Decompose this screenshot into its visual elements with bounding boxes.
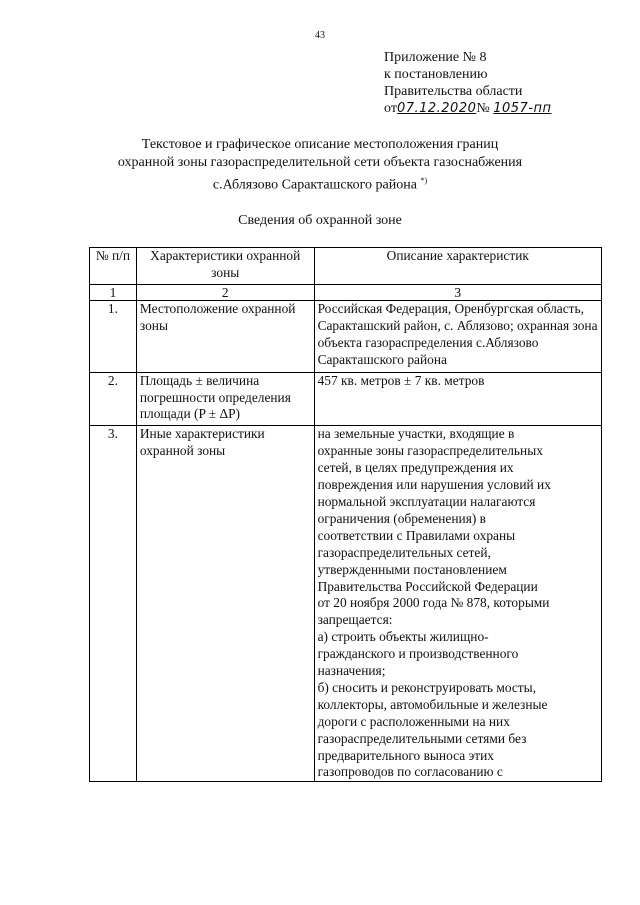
description-line: ограничения (обременения) в (317, 510, 486, 526)
description-line: повреждения или нарушения условий их (317, 477, 551, 493)
index-cell-3: 3 (314, 285, 601, 301)
description-line: гражданского и производственного (317, 646, 519, 662)
row-characteristic: Площадь ± величина погрешности определения площади (P ± ΔP) (136, 372, 314, 426)
index-cell-1: 1 (90, 285, 137, 301)
description-line: газопроводов по согласованию с (317, 764, 503, 780)
description-line: Правительства Российской Федерации (317, 578, 538, 594)
title-line-1: Текстовое и графическое описание местоположения границ (141, 137, 499, 152)
row-description: 457 кв. метров ± 7 кв. метров (314, 372, 601, 426)
description-line: на земельные участки, входящие в (317, 426, 515, 442)
description-line: нормальной эксплуатации налагаются (317, 493, 536, 509)
title-line-3 (60, 172, 580, 195)
row-number: 3. (90, 426, 137, 782)
footnote-mark: *) (420, 176, 428, 185)
row-number: 2. (90, 372, 137, 426)
table-row (90, 301, 602, 373)
page-number: 43 (315, 30, 325, 41)
description-line: дороги с расположенными на них (317, 713, 510, 729)
description-line: б) сносить и реконструировать мосты, (317, 679, 536, 695)
protection-zone-table (89, 247, 602, 782)
appendix-resolution-line: к постановлению (384, 67, 488, 82)
description-line: утвержденными постановлением (317, 561, 507, 577)
title-line-3-text: с.Аблязово Саракташского района (212, 177, 417, 193)
description-line: газораспределительных сетей, (317, 544, 491, 560)
description-line: охранные зоны газораспределительных (317, 443, 543, 459)
header-characteristics: Характеристики охранной зоны (136, 248, 314, 285)
header-number: № п/п (90, 248, 137, 285)
description-line: сетей, в целях предупреждения их (317, 460, 514, 476)
row-description: Российская Федерация, Оренбургская область, Саракташский район, с. Аблязово; охранная зона объекта газораспределения с.Аблязово Саракташского района (314, 301, 601, 373)
description-line: соответствии с Правилами охраны (317, 527, 516, 543)
table-index-row (90, 285, 602, 301)
appendix-header (384, 49, 552, 117)
table-header-row (90, 248, 602, 285)
document-title (60, 136, 580, 195)
section-subtitle: Сведения об охранной зоне (238, 213, 402, 228)
table-row (90, 426, 602, 782)
appendix-date-number-line (384, 100, 552, 117)
description-line: предварительного выноса этих (317, 747, 494, 763)
appendix-title: Приложение № 8 (384, 50, 487, 65)
description-line: а) строить объекты жилищно- (317, 629, 489, 645)
table-row (90, 372, 602, 426)
appendix-number-sign: № (476, 101, 490, 116)
description-line: коллекторы, автомобильные и железные (317, 696, 548, 712)
row-characteristic: Местоположение охранной зоны (136, 301, 314, 373)
description-lines (318, 426, 598, 781)
index-cell-2: 2 (136, 285, 314, 301)
appendix-from-prefix: от (384, 101, 397, 116)
row-description-multiline (314, 426, 601, 782)
description-line: запрещается: (317, 612, 393, 628)
appendix-number: 1057-пп (493, 101, 552, 116)
description-line: от 20 ноября 2000 года № 878, которыми (317, 595, 550, 611)
description-line: газораспределительными сетями без (317, 730, 527, 746)
title-line-2: охранной зоны газораспределительной сети объекта газоснабжения (117, 155, 523, 170)
description-line: назначения; (317, 663, 386, 679)
appendix-government-line: Правительства области (384, 84, 523, 99)
appendix-date: 07.12.2020 (396, 101, 477, 116)
header-description: Описание характеристик (314, 248, 601, 285)
row-characteristic: Иные характеристики охранной зоны (136, 426, 314, 782)
row-number: 1. (90, 301, 137, 373)
